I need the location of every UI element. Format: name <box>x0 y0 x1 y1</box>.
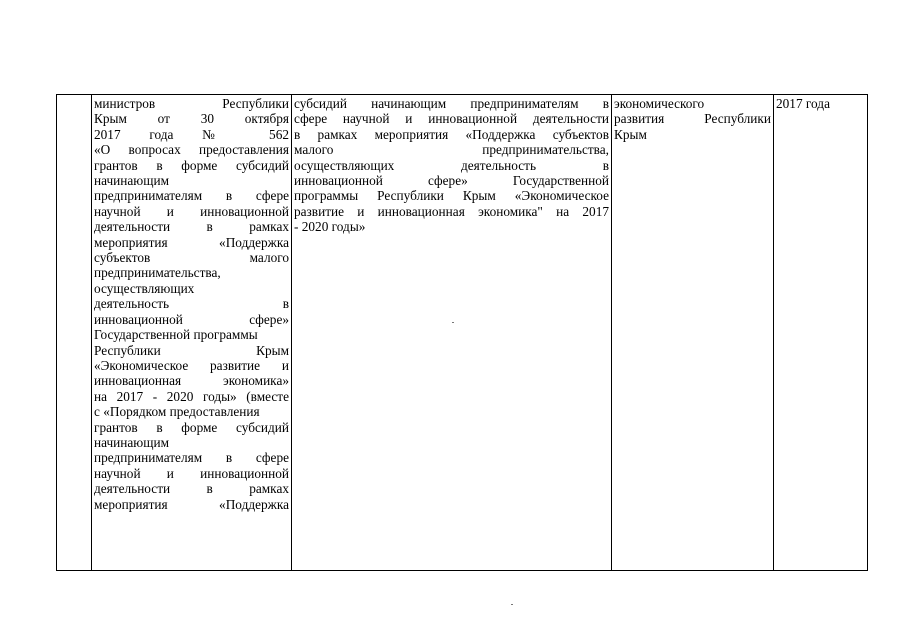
document-line: мероприятия «Поддержка <box>94 496 289 512</box>
scan-speck <box>511 604 513 605</box>
document-line: деятельности в рамках <box>94 481 289 497</box>
document-line: грантов в форме субсидий <box>94 419 289 435</box>
document-line: инновационная экономика» <box>94 373 289 389</box>
document-line: 2017 года № 562 <box>94 126 289 142</box>
number-cell <box>57 95 92 571</box>
document-line: субъектов малого <box>94 250 289 266</box>
document-line: научной и инновационной <box>94 203 289 219</box>
term-text: 2017 года <box>776 96 830 111</box>
document-text <box>94 435 289 450</box>
document-text <box>94 343 289 405</box>
document-line: деятельность в <box>94 296 289 312</box>
term-cell <box>774 95 868 571</box>
document-line: на 2017 - 2020 годы» (вместе <box>94 388 289 404</box>
document-text <box>94 96 289 173</box>
description-line: сфере научной и инновационной деятельности <box>294 111 609 127</box>
executor-line: развития Республики <box>614 111 771 127</box>
document-text <box>94 265 289 296</box>
document-text <box>94 188 289 265</box>
document-line: начинающим <box>94 173 170 189</box>
table-row <box>57 95 868 571</box>
description-cell <box>292 95 612 571</box>
document-cell <box>92 95 292 571</box>
document-line: деятельности в рамках <box>94 219 289 235</box>
document-line: Государственной программы <box>94 327 258 343</box>
description-line: инновационной сфере» Государственной <box>294 173 609 189</box>
executor-line: экономического <box>614 96 705 111</box>
document-line: предпринимательства, <box>94 265 221 281</box>
executor-text <box>614 96 771 111</box>
document-line: с «Порядком предоставления <box>94 404 260 420</box>
description-line: осуществляющих деятельность в <box>294 157 609 173</box>
document-line: инновационной сфере» <box>94 311 289 327</box>
document-text <box>94 296 289 327</box>
document-text <box>94 327 289 342</box>
scan-speck <box>452 322 454 323</box>
document-line: «О вопросах предоставления <box>94 142 289 158</box>
description-line: развитие и инновационная экономика" на 2017 <box>294 203 609 219</box>
document-line: «Экономическое развитие и <box>94 357 289 373</box>
document-line: начинающим <box>94 434 170 450</box>
document-line: предпринимателям в сфере <box>94 450 289 466</box>
document-line: министров Республики <box>94 96 289 111</box>
document-line: научной и инновационной <box>94 465 289 481</box>
description-line: в рамках мероприятия «Поддержка субъектов <box>294 126 609 142</box>
description-text <box>294 219 609 234</box>
description-line: программы Республики Крым «Экономическое <box>294 188 609 204</box>
executor-text <box>614 111 771 126</box>
document-table <box>56 94 868 571</box>
document-text <box>94 404 289 419</box>
document-text <box>94 450 289 512</box>
description-text <box>294 96 609 219</box>
executor-cell <box>612 95 774 571</box>
description-line: - 2020 годы» <box>294 219 366 235</box>
document-line: грантов в форме субсидий <box>94 157 289 173</box>
document-line: Крым от 30 октября <box>94 111 289 127</box>
document-line: Республики Крым <box>94 342 289 358</box>
document-line: предпринимателям в сфере <box>94 188 289 204</box>
executor-text <box>614 127 771 142</box>
document-line: осуществляющих <box>94 280 195 296</box>
document-line: мероприятия «Поддержка <box>94 234 289 250</box>
document-text <box>94 173 289 188</box>
description-line: малого предпринимательства, <box>294 142 609 158</box>
description-line: субсидий начинающим предпринимателям в <box>294 96 609 111</box>
document-text <box>94 420 289 435</box>
executor-line: Крым <box>614 126 647 142</box>
